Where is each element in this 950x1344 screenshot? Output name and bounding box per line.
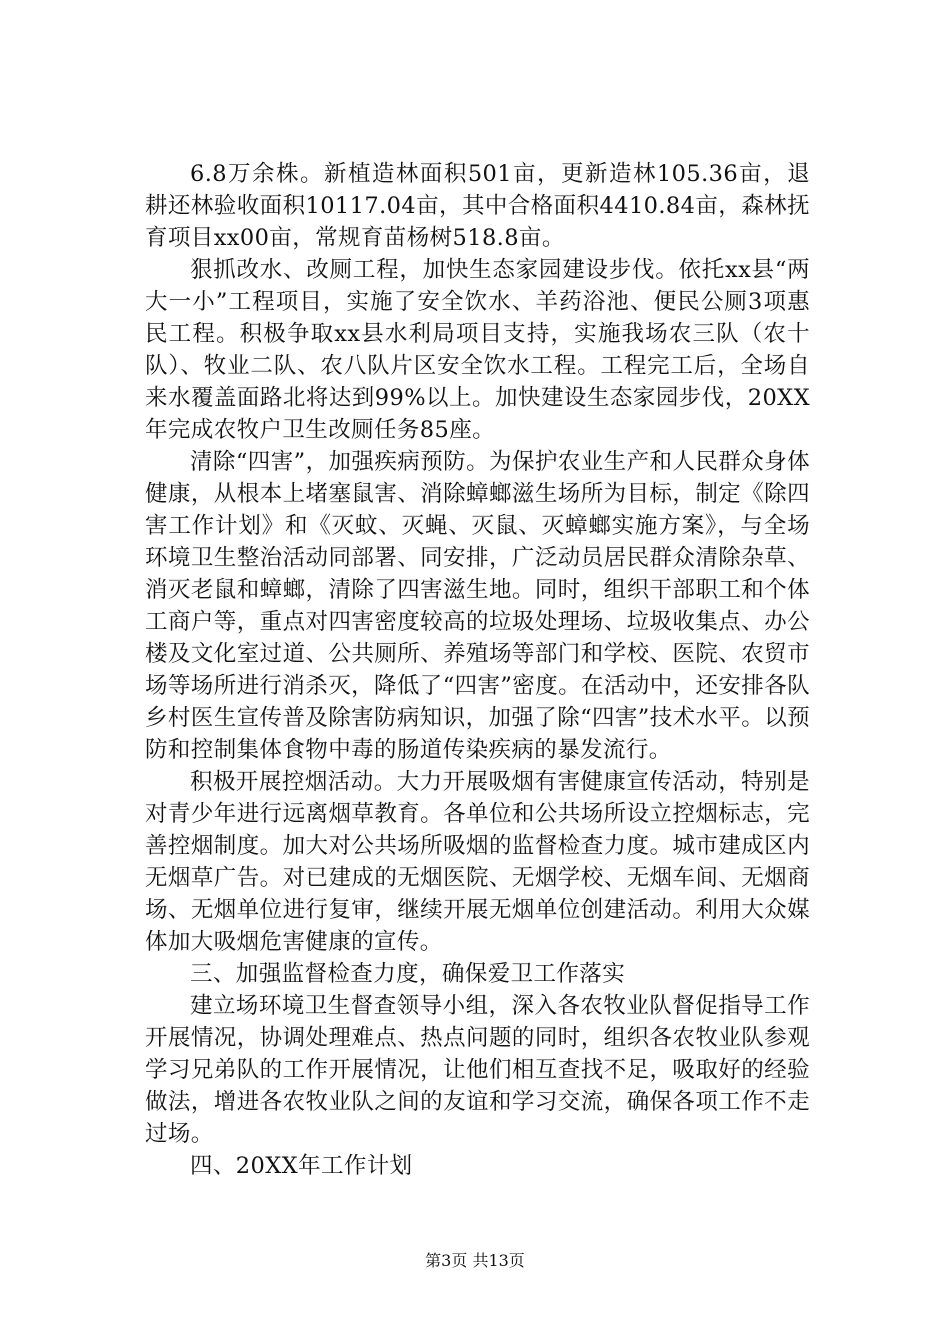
paragraph-water-toilet-project: 狠抓改水、改厕工程，加快生态家园建设步伐。依托xx县“两大一小”工程项目，实施了安全饮水、羊药浴池、便民公厕3项惠民工程。积极争取xx县水利局项目支持，实施我场农三队（农十队）、牧业二队、农八队片区安全饮水工程。工程完工后，全场自来水覆盖面路北将达到99%以上。加快建设生态家园步伐，20XX年完成农牧户卫生改厕任务85座。 [145, 257, 810, 443]
section-heading-supervision: 三、加强监督检查力度，确保爱卫工作落实 [190, 961, 626, 987]
section-heading-work-plan: 四、20XX年工作计划 [190, 1153, 413, 1179]
document-body [145, 158, 810, 1182]
paragraph-tobacco-control: 积极开展控烟活动。大力开展吸烟有害健康宣传活动，特别是对青少年进行远离烟草教育。各单位和公共场所设立控烟标志，完善控烟制度。加大对公共场所吸烟的监督检查力度。城市建成区内无烟草广告。对已建成的无烟医院、无烟学校、无烟车间、无烟商场、无烟单位进行复审，继续开展无烟单位创建活动。利用大众媒体加大吸烟危害健康的宣传。 [145, 769, 810, 955]
page-number-footer: 第3页 共13页 [425, 1251, 525, 1270]
paragraph-four-pests: 清除“四害”，加强疾病预防。为保护农业生产和人民群众身体健康，从根本上堵塞鼠害、消除蟑螂滋生场所为目标，制定《除四害工作计划》和《灭蚊、灭蝇、灭鼠、灭蟑螂实施方案》，与全场环境卫生整治活动同部署、同安排，广泛动员居民群众清除杂草、消灭老鼠和蟑螂，清除了四害滋生地。同时，组织干部职工和个体工商户等，重点对四害密度较高的垃圾处理场、垃圾收集点、办公楼及文化室过道、公共厕所、养殖场等部门和学校、医院、农贸市场等场所进行消杀灭，降低了“四害”密度。在活动中，还安排各队乡村医生宣传普及除害防病知识，加强了除“四害”技术水平。以预防和控制集体食物中毒的肠道传染疾病的暴发流行。 [145, 449, 811, 763]
paragraph-forestry-figures: 6.8万余株。新植造林面积501亩，更新造林105.36亩，退耕还林验收面积10117.04亩，其中合格面积4410.84亩，森林抚育项目xx00亩，常规育苗杨树518.8亩。 [145, 161, 810, 251]
paragraph-supervision: 建立场环境卫生督查领导小组，深入各农牧业队督促指导工作开展情况，协调处理难点、热点问题的同时，组织各农牧业队参观学习兄弟队的工作开展情况，让他们相互查找不足，吸取好的经验做法，增进各农牧业队之间的友谊和学习交流，确保各项工作不走过场。 [145, 993, 810, 1147]
